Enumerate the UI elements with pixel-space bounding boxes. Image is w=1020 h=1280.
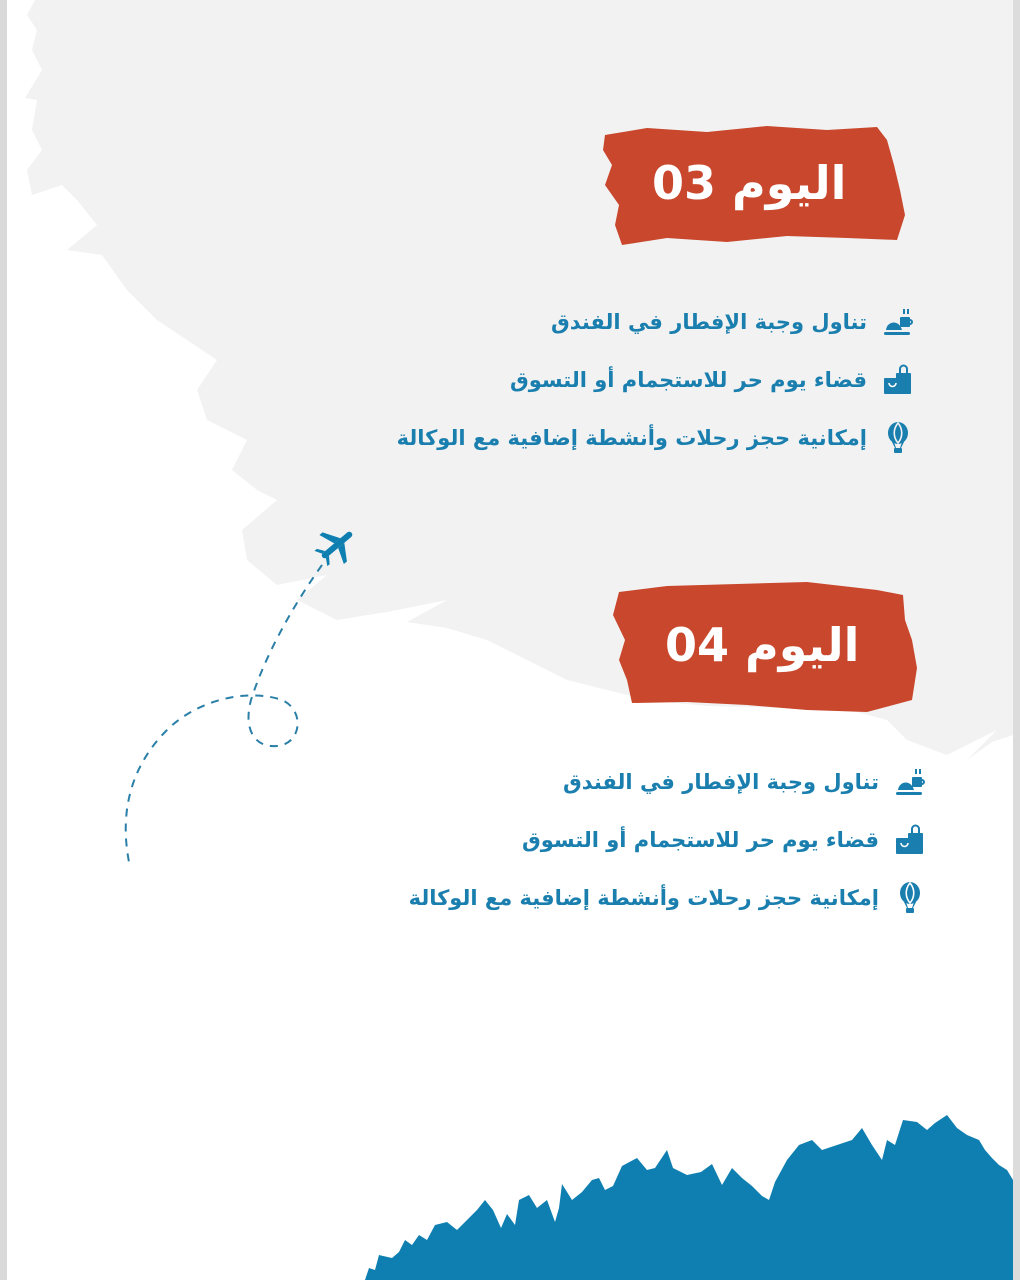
activity-item — [522, 823, 927, 857]
itinerary-page — [7, 0, 1013, 1280]
hot-air-balloon-icon — [893, 881, 927, 915]
breakfast-icon — [893, 765, 927, 799]
background-art — [7, 0, 1013, 1280]
activity-text: إمكانية حجز رحلات وأنشطة إضافية مع الوكالة — [408, 886, 879, 910]
activity-text: تناول وجبة الإفطار في الفندق — [562, 770, 879, 794]
day-04-activities — [367, 760, 927, 930]
page-edge-right — [1013, 0, 1020, 1280]
activity-text: تناول وجبة الإفطار في الفندق — [550, 310, 867, 334]
day-03-activities — [355, 300, 915, 470]
page-edge-left — [0, 0, 7, 1280]
activity-item — [409, 881, 927, 915]
mountain-silhouette — [365, 1115, 1013, 1280]
day-04-title: اليوم 04 — [665, 618, 860, 672]
dashed-flight-path — [126, 565, 322, 862]
activity-item — [563, 765, 927, 799]
breakfast-icon — [881, 305, 915, 339]
airplane-icon — [312, 522, 362, 568]
activity-item — [510, 363, 915, 397]
hot-air-balloon-icon — [881, 421, 915, 455]
activity-item — [551, 305, 915, 339]
shopping-bag-icon — [893, 823, 927, 857]
activity-item — [397, 421, 915, 455]
activity-text: إمكانية حجز رحلات وأنشطة إضافية مع الوكالة — [396, 426, 867, 450]
activity-text: قضاء يوم حر للاستجمام أو التسوق — [521, 828, 879, 852]
shopping-bag-icon — [881, 363, 915, 397]
activity-text: قضاء يوم حر للاستجمام أو التسوق — [509, 368, 867, 392]
day-03-title: اليوم 03 — [652, 156, 847, 210]
